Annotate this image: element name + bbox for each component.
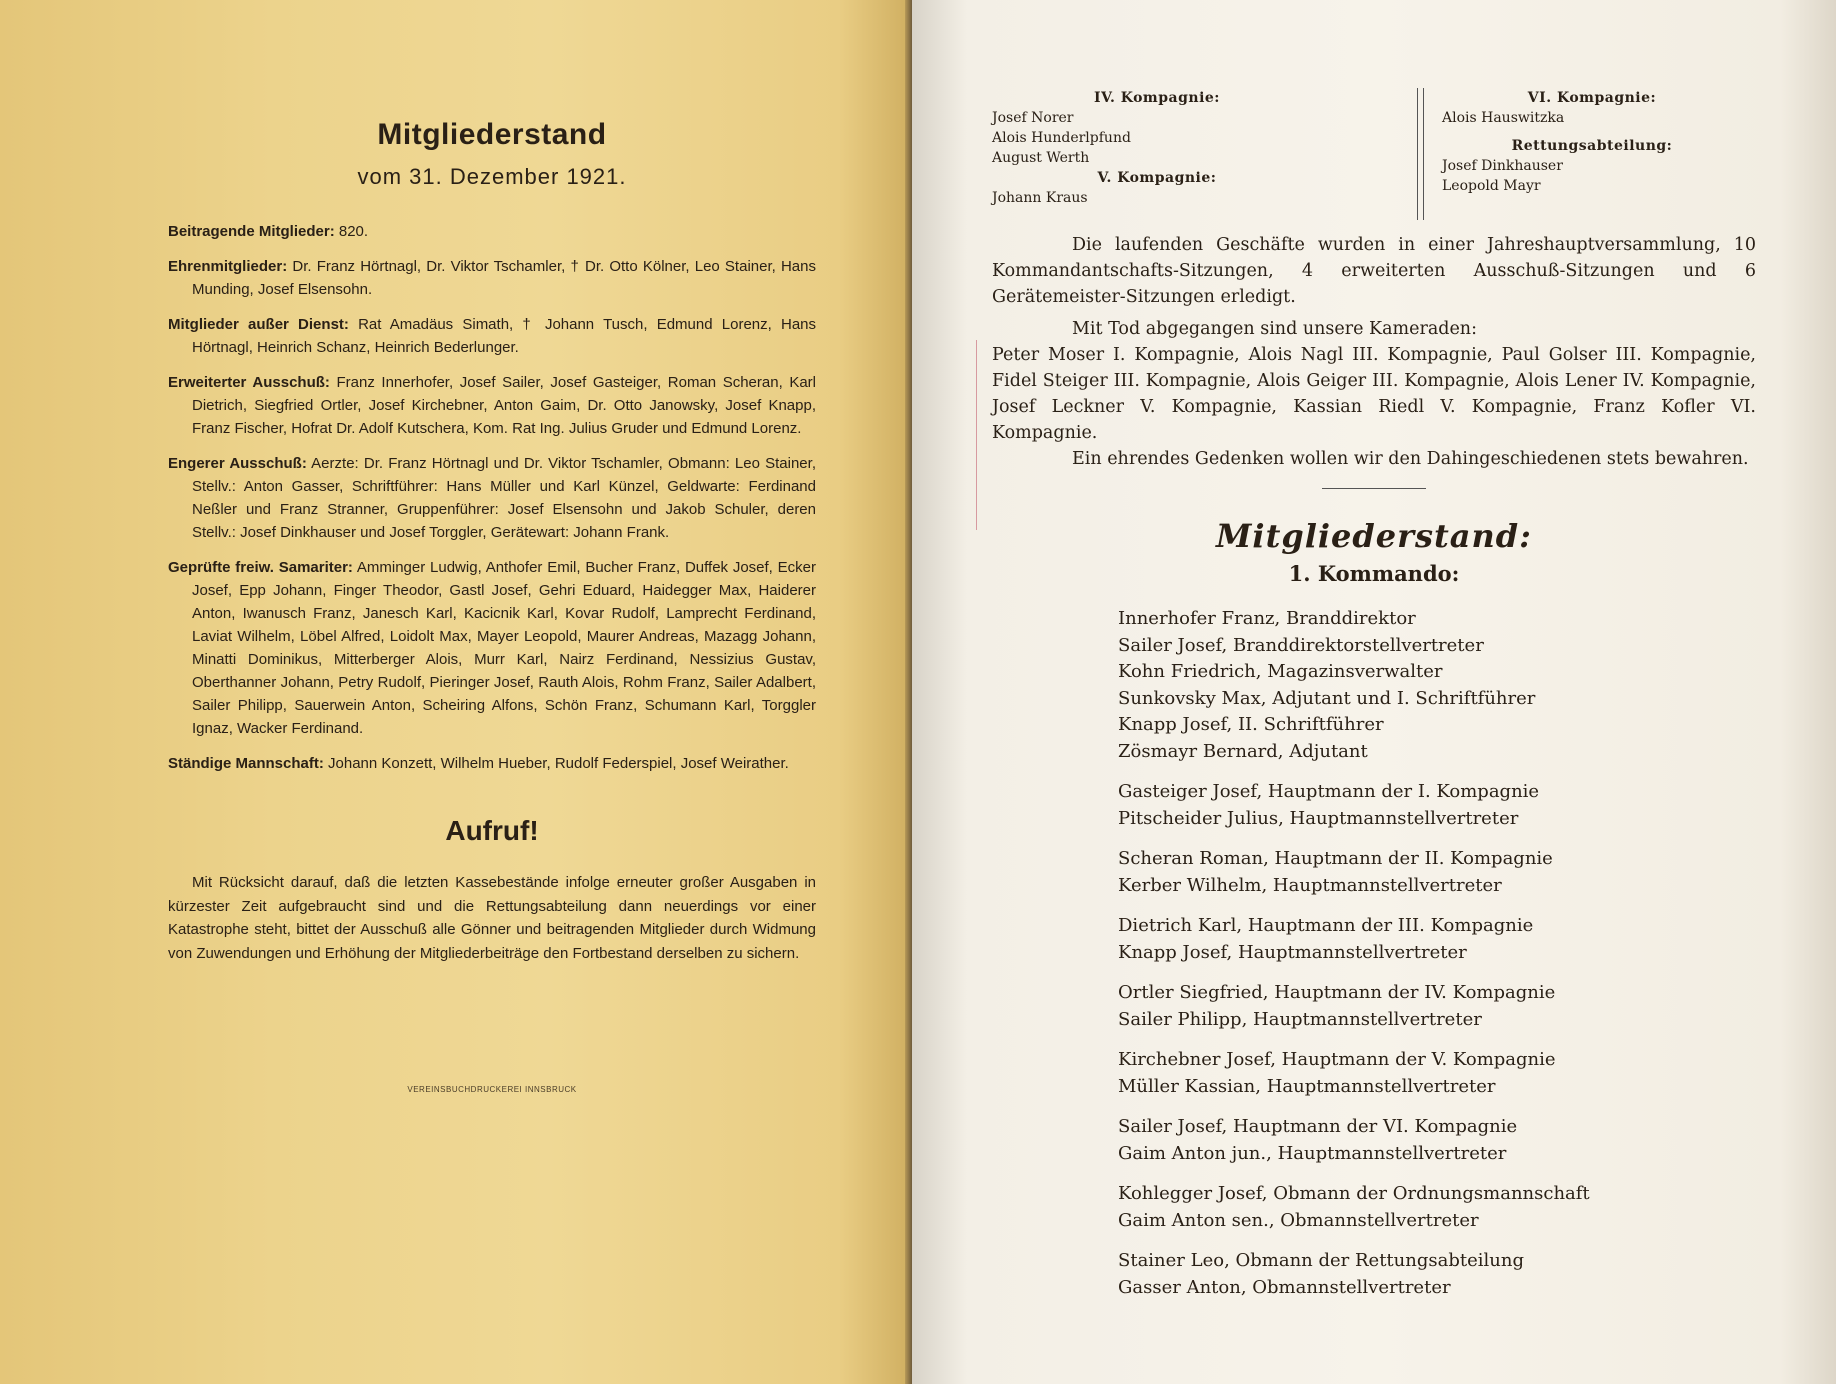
member-block-text: Dr. Franz Hörtnagl, Dr. Viktor Tschamler, † Dr. Otto Kölner, Leo Stainer, Hans Munding, Josef Elsensohn. — [192, 258, 816, 298]
officer-group — [1118, 980, 1756, 1033]
officer-group — [1118, 846, 1756, 899]
member-block-label: Mitglieder außer Dienst: — [168, 316, 349, 333]
officer-group — [1118, 1114, 1756, 1167]
member-block-text: 820. — [334, 223, 369, 240]
k6-names — [1442, 108, 1742, 128]
right-page — [912, 0, 1836, 1384]
member-block-label: Engerer Ausschuß: — [168, 455, 307, 472]
member-blocks — [168, 220, 816, 775]
officer-entry: Kohlegger Josef, Obmann der Ordnungsmannschaft — [1118, 1183, 1590, 1204]
officer-entry: Scheran Roman, Hauptmann der II. Kompagnie — [1118, 848, 1553, 869]
kompanie-member: Josef Norer — [992, 110, 1074, 126]
officer-entry: Dietrich Karl, Hauptmann der III. Kompagnie — [1118, 915, 1534, 936]
member-block — [168, 371, 816, 440]
page-subtitle: vom 31. Dezember 1921. — [357, 164, 627, 189]
deceased-intro: Mit Tod abgegangen sind unsere Kameraden: — [1072, 319, 1477, 339]
kompanie-list — [992, 88, 1756, 228]
member-block-text: Franz Innerhofer, Josef Sailer, Josef Gasteiger, Roman Scheran, Karl Dietrich, Siegfried Ortler, Josef Kirchebner, Anton Gaim, Dr. Otto Janowsky, Josef Knapp, Franz Fischer, Hofrat Dr. Adolf Kutschera, Kom. Rat Ing. Julius Gruder und Edmund Lorenz. — [192, 374, 816, 437]
k5-names — [992, 188, 1322, 208]
member-block-label: Beitragende Mitglieder: — [168, 223, 335, 240]
member-block — [168, 556, 816, 740]
officer-entry: Kohn Friedrich, Magazinsverwalter — [1118, 661, 1443, 682]
officer-entry: Sailer Josef, Branddirektorstellvertreter — [1118, 634, 1484, 656]
k4-names — [992, 108, 1322, 168]
kompanie-member: Alois Hauswitzka — [1442, 110, 1565, 126]
officer-group — [1118, 1047, 1756, 1100]
member-block — [168, 255, 816, 301]
officer-entry: Knapp Josef, II. Schriftführer — [1118, 714, 1384, 735]
officer-entry: Sailer Philipp, Hauptmannstellvertreter — [1118, 1008, 1482, 1030]
officer-entry: Gaim Anton sen., Obmannstellvertreter — [1118, 1209, 1479, 1231]
officer-entry: Sunkovsky Max, Adjutant und I. Schriftführer — [1118, 687, 1536, 709]
aufruf-text: Mit Rücksicht darauf, daß die letzten Kassebestände infolge erneuter großer Ausgaben in kürzester Zeit aufgebraucht sind und die Rettungsabteilung dann neuerdings vor einer Katastrophe steht, bittet der Ausschuß alle Gönner und beitragenden Mitglieder durch Widmung von Zuwendungen und Erhöhung der Mitgliederbeiträge den Fortbestand derselben zu sichern. — [168, 874, 816, 962]
meetings-paragraph: Die laufenden Geschäfte wurden in einer Jahreshauptversammlung, 10 Kommandantschafts-Sitzungen, 4 erweiterten Ausschuß-Sitzungen und 6 Gerätemeister-Sitzungen erledigt. — [992, 235, 1756, 307]
rettung-names — [1442, 156, 1742, 196]
member-block-label: Ehrenmitglieder: — [168, 258, 288, 275]
officer-entry: Sailer Josef, Hauptmann der VI. Kompagnie — [1118, 1116, 1518, 1137]
memorial-paragraph: Ein ehrendes Gedenken wollen wir den Dahingeschiedenen stets bewahren. — [1072, 449, 1749, 469]
k4-heading: IV. Kompagnie: — [1094, 90, 1220, 106]
officer-entry: Zösmayr Bernard, Adjutant — [1118, 740, 1368, 762]
member-block-text: Johann Konzett, Wilhelm Hueber, Rudolf Federspiel, Josef Weirather. — [323, 755, 789, 772]
page-title: Mitgliederstand — [377, 118, 607, 151]
officer-entry: Innerhofer Franz, Branddirektor — [1118, 608, 1416, 629]
member-block-text: Amminger Ludwig, Anthofer Emil, Bucher Franz, Duffek Josef, Ecker Josef, Epp Johann, Finger Theodor, Gastl Josef, Gehri Eduard, Haidegger Max, Haiderer Anton, Iwanusch Franz, Janesch Karl, Kacicnik Karl, Kovar Rudolf, Lamprecht Ferdinand, Laviat Wilhelm, Löbel Alfred, Loidolt Max, Mayer Leopold, Maurer Andreas, Mazagg Johann, Minatti Dominikus, Mitterberger Alois, Murr Karl, Nairz Ferdinand, Nessizius Gustav, Oberthanner Johann, Petry Rudolf, Pieringer Josef, Rauth Alois, Rohm Franz, Sailer Adalbert, Sailer Philipp, Sauerwein Anton, Scheiring Alfons, Schön Franz, Schumann Karl, Torggler Ignaz, Wacker Ferdinand. — [192, 559, 816, 737]
member-block — [168, 313, 816, 359]
kompanie-col-left — [992, 88, 1322, 208]
section-title: Mitgliederstand: — [1216, 517, 1532, 555]
officer-entry: Kirchebner Josef, Hauptmann der V. Kompagnie — [1118, 1049, 1556, 1070]
member-block — [168, 752, 816, 775]
left-page — [0, 0, 912, 1384]
column-divider — [1417, 88, 1424, 220]
kompanie-member: Johann Kraus — [992, 190, 1088, 206]
section-divider — [1322, 488, 1426, 489]
kompanie-member: Alois Hunderlpfund — [992, 130, 1131, 146]
kompanie-col-right — [1442, 88, 1742, 196]
officer-entry: Pitscheider Julius, Hauptmannstellvertreter — [1118, 807, 1519, 829]
kompanie-member: August Werth — [992, 150, 1090, 166]
officer-entry: Gasteiger Josef, Hauptmann der I. Kompagnie — [1118, 781, 1540, 802]
officer-group — [1118, 606, 1756, 765]
officer-entry: Stainer Leo, Obmann der Rettungsabteilung — [1118, 1250, 1524, 1271]
member-block — [168, 452, 816, 544]
kommando-heading: 1. Kommando: — [1288, 561, 1460, 586]
kompanie-member: Leopold Mayr — [1442, 178, 1541, 194]
officer-entry: Kerber Wilhelm, Hauptmannstellvertreter — [1118, 874, 1502, 896]
member-block-text: Aerzte: Dr. Franz Hörtnagl und Dr. Viktor Tschamler, Obmann: Leo Stainer, Stellv.: Anton Gasser, Schriftführer: Hans Müller und Karl Künzel, Geldwarte: Ferdinand Neßler und Franz Stranner, Gruppenführer: Josef Elsensohn und Jakob Schuler, deren Stellv.: Josef Dinkhauser und Josef Torggler, Gerätewart: Johann Frank. — [192, 455, 816, 541]
member-block — [168, 220, 816, 243]
aufruf-title: Aufruf! — [445, 815, 539, 846]
officer-entry: Gaim Anton jun., Hauptmannstellvertreter — [1118, 1142, 1507, 1164]
deceased-list: Peter Moser I. Kompagnie, Alois Nagl III. Kompagnie, Paul Golser III. Kompagnie, Fidel Steiger III. Kompagnie, Alois Geiger III. Kompagnie, Alois Lener IV. Kompagnie, Josef Leckner V. Kompagnie, Kassian Riedl V. Kompagnie, Franz Kofler VI. Kompagnie. — [992, 345, 1756, 443]
red-margin-line — [976, 340, 977, 530]
officer-group — [1118, 1181, 1756, 1234]
officer-group — [1118, 1248, 1756, 1301]
k5-heading: V. Kompagnie: — [1097, 170, 1217, 186]
officer-entry: Gasser Anton, Obmannstellvertreter — [1118, 1276, 1451, 1298]
k6-heading: VI. Kompagnie: — [1527, 90, 1657, 106]
kompanie-member: Josef Dinkhauser — [1442, 158, 1563, 174]
officer-entry: Knapp Josef, Hauptmannstellvertreter — [1118, 941, 1467, 963]
member-block-label: Geprüfte freiw. Samariter: — [168, 559, 353, 576]
member-block-label: Erweiterter Ausschuß: — [168, 374, 330, 391]
rettung-heading: Rettungsabteilung: — [1511, 138, 1673, 154]
officer-entry: Müller Kassian, Hauptmannstellvertreter — [1118, 1075, 1496, 1097]
officer-entry: Ortler Siegfried, Hauptmann der IV. Kompagnie — [1118, 982, 1556, 1003]
member-block-label: Ständige Mannschaft: — [168, 755, 324, 772]
member-block-text: Rat Amadäus Simath, † Johann Tusch, Edmund Lorenz, Hans Hörtnagl, Heinrich Schanz, Heinrich Bederlunger. — [192, 316, 817, 356]
officer-group — [1118, 779, 1756, 832]
officer-list — [1118, 606, 1756, 1301]
officer-group — [1118, 913, 1756, 966]
printer-imprint: VEREINSBUCHDRUCKEREI INNSBRUCK — [407, 1085, 577, 1094]
